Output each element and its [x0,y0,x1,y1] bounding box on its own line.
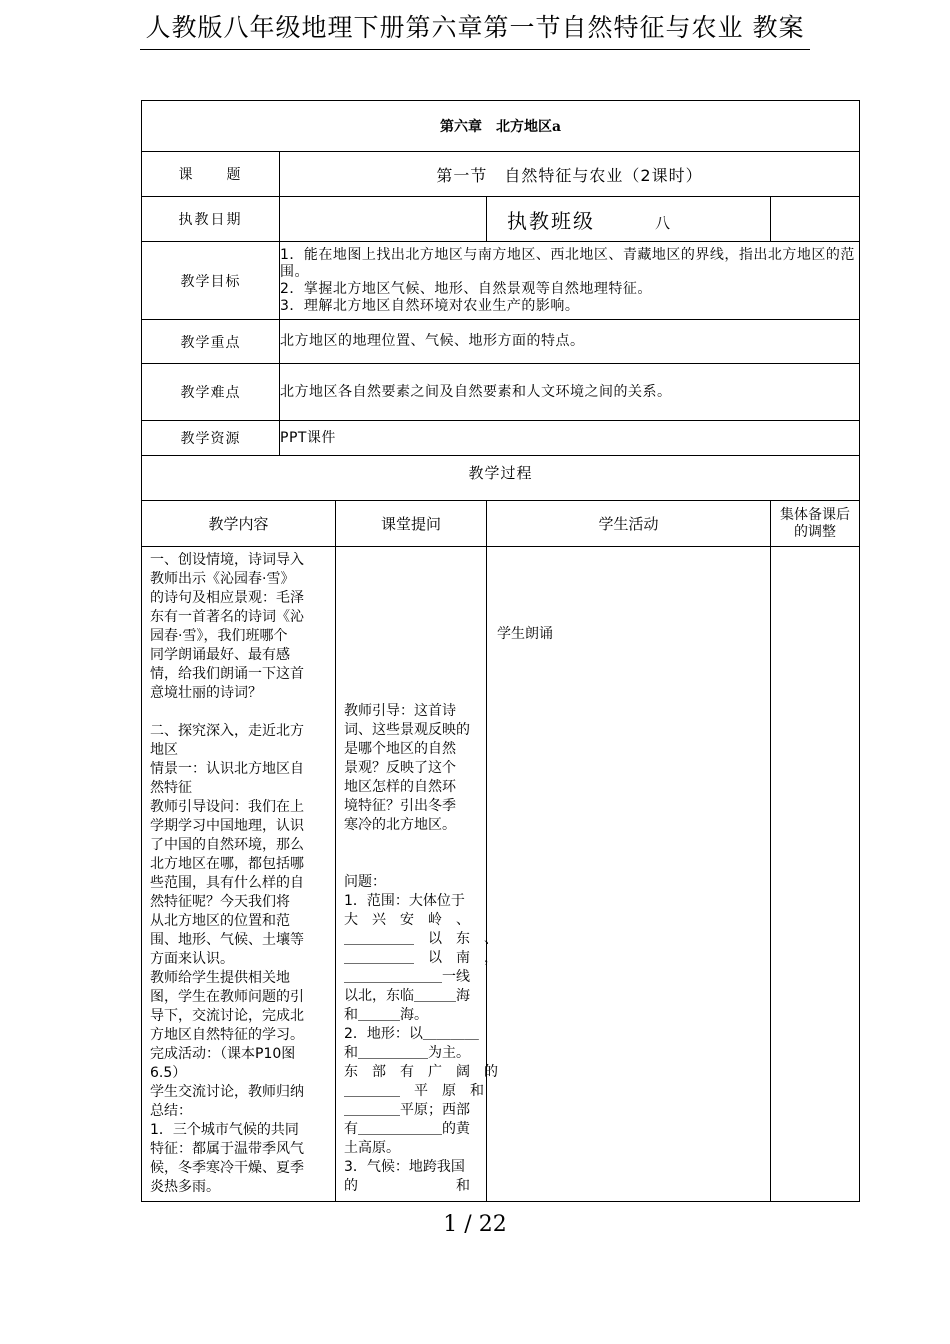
question-line: 地区怎样的自然环 [344,779,456,795]
content-line [150,703,327,722]
question-line [344,835,478,854]
lesson-plan-table [141,100,860,1202]
question-line: 东 部 有 广 阔 的 [344,1064,498,1080]
column-header-content: 教学内容 [142,501,336,547]
teach-class-spacer [771,197,860,242]
content-line: 导下，交流讨论，完成北 [150,1008,304,1024]
content-line: 同学朗诵最好、最有感 [150,647,290,663]
topic-value: 第一节 自然特征与农业（2课时） [280,152,860,197]
question-line: 以北，东临＿＿＿海 [344,988,470,1004]
question-line: 2．地形：以＿＿＿＿ [344,1026,479,1042]
content-line: 教师出示《沁园春·雪》 [150,571,295,587]
content-line: 二、探究深入，走近北方 [150,723,304,739]
content-line: 从北方地区的位置和范 [150,913,290,929]
questions-text [336,547,498,1200]
column-header-questions: 课堂提问 [336,501,487,547]
difficulties-label: 教学难点 [142,364,280,421]
document-header: 人教版八年级地理下册第六章第一节自然特征与农业 教案 [145,13,805,42]
content-line: 方面来认识。 [150,951,234,967]
question-line: 是哪个地区的自然 [344,741,456,757]
content-line: 1．三个城市气候的共同 [150,1122,299,1138]
question-line: 1．范围：大体位于 [344,893,465,909]
topic-label: 课 题 [142,152,280,197]
teach-date-label: 执教日期 [142,197,280,242]
column-header-adjustment: 集体备课后的调整 [771,501,860,547]
content-line: 学生交流讨论，教师归纳 [150,1084,304,1100]
question-line: 土高原。 [344,1140,400,1156]
question-line: ＿＿＿＿＿＿＿一线 [344,969,470,985]
content-line: 的诗句及相应景观：毛泽 [150,590,304,606]
content-line: 情，给我们朗诵一下这首 [150,666,304,682]
question-line: 和＿＿＿＿＿为主。 [344,1045,470,1061]
questions-cell [336,547,498,1202]
content-line: 方地区自然特征的学习。 [150,1027,304,1043]
content-line: 东有一首著名的诗词《沁 [150,609,304,625]
objectives-value [280,242,860,320]
content-line: 特征：都属于温带季风气 [150,1141,304,1157]
objective-item: 3．理解北方地区自然环境对农业生产的影响。 [280,297,580,314]
question-line: ＿＿＿＿＿ 以 南 ， [344,950,498,966]
header-divider [140,49,810,50]
content-line: 教师给学生提供相关地 [150,970,290,986]
question-line: 词、这些景观反映的 [344,722,470,738]
content-line: 意境壮丽的诗词？ [150,685,262,701]
question-line: ＿＿＿＿ 平 原 和 [344,1083,484,1099]
student-activity-text: 学生朗诵 [497,626,553,642]
question-line: 问题： [344,874,386,890]
content-line: 一、创设情境，诗词导入 [150,552,304,568]
teach-date-value [280,197,487,242]
question-line: 和＿＿＿海。 [344,1007,428,1023]
content-line: 北方地区在哪，都包括哪 [150,856,304,872]
objective-item: 1．能在地图上找出北方地区与南方地区、西北地区、青藏地区的界线，指出北方地区的范围。 [280,246,855,280]
content-line: 完成活动：（课本P10图 [150,1046,296,1062]
question-line: 境特征？引出冬季 [344,798,456,814]
process-title: 教学过程 [142,456,860,501]
teach-class-label [487,197,771,242]
content-line: 6.5） [150,1065,187,1081]
student-activity-cell [487,547,771,1202]
question-line: 的 和 [344,1178,470,1194]
chapter-title: 第六章 北方地区a [142,101,860,152]
question-line: 景观？反映了这个 [344,760,456,776]
content-line: 图，学生在教师问题的引 [150,989,304,1005]
content-line: 候，冬季寒冷干燥、夏季 [150,1160,304,1176]
content-line: 总结： [150,1103,192,1119]
content-line: 了中国的自然环境，那么 [150,837,304,853]
page-number: 1 / 22 [443,1212,507,1237]
key-points-value: 北方地区的地理位置、气候、地形方面的特点。 [280,320,860,364]
question-line: 教师引导：这首诗 [344,703,456,719]
question-line: 寒冷的北方地区。 [344,817,456,833]
question-line [344,854,478,873]
content-line: 园春·雪》，我们班哪个 [150,628,288,644]
resources-value: PPT课件 [280,421,860,456]
content-line: 然特征 [150,780,192,796]
objectives-label: 教学目标 [142,242,280,320]
column-header-student-activity: 学生活动 [487,501,771,547]
adjustment-cell [771,547,860,1202]
question-line: 3．气候：地跨我国 [344,1159,465,1175]
question-line: 大 兴 安 岭 、 [344,912,470,928]
content-line: 地区 [150,742,178,758]
question-line: 有＿＿＿＿＿＿的黄 [344,1121,470,1137]
key-points-label: 教学重点 [142,320,280,364]
content-line: 炎热多雨。 [150,1179,220,1195]
content-cell [142,547,336,1202]
content-line: 些范围，具有什么样的自 [150,875,304,891]
teach-class-label-text: 执教班级 [507,208,595,233]
teach-class-value: 八 [655,213,673,232]
content-line: 学期学习中国地理，认识 [150,818,304,834]
content-line: 围、地形、气候、土壤等 [150,932,304,948]
resources-label: 教学资源 [142,421,280,456]
question-line: ＿＿＿＿平原；西部 [344,1102,470,1118]
content-line: 情景一：认识北方地区自 [150,761,304,777]
content-line: 然特征呢？今天我们将 [150,894,290,910]
objective-item: 2．掌握北方地区气候、地形、自然景观等自然地理特征。 [280,280,652,297]
content-text [142,547,335,1201]
question-line: ＿＿＿＿＿ 以 东 、 [344,931,498,947]
content-line: 教师引导设问：我们在上 [150,799,304,815]
difficulties-value: 北方地区各自然要素之间及自然要素和人文环境之间的关系。 [280,364,860,421]
